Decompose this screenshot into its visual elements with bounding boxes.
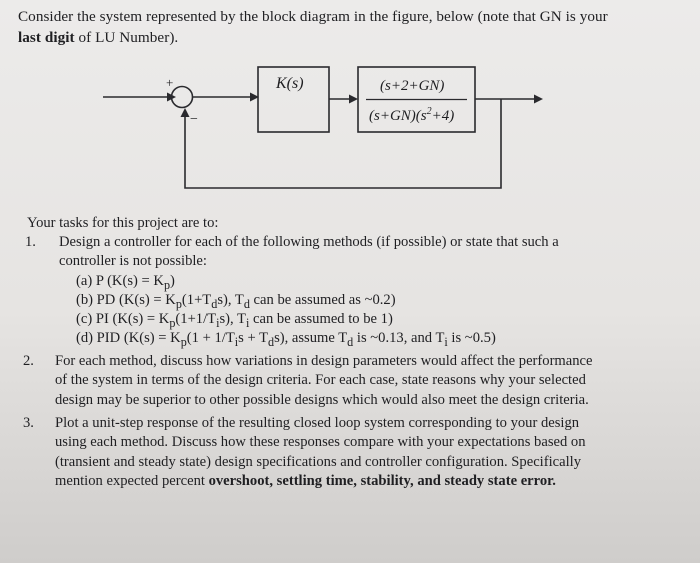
task-text xyxy=(55,414,586,492)
task-line: of the system in terms of the design criteria. For each case, state reasons why your selected xyxy=(55,372,586,389)
block-diagram xyxy=(0,56,700,206)
minus-sign: − xyxy=(190,112,198,127)
plus-sign: + xyxy=(166,75,174,90)
method-pi: (c) PI ($K(s) = K_p(1+1/T_is)$, $T_i$ can be assumed to be 1) xyxy=(76,311,393,330)
task-number: 1. xyxy=(25,234,36,250)
task-line: (transient and steady state) design specifications and controller configuration. Specifically xyxy=(55,453,582,470)
task-text xyxy=(55,352,593,410)
plant-input-arrowhead xyxy=(349,95,358,104)
controller-label: K(s) xyxy=(276,75,304,92)
method-pid: (d) PID ($K(s) = K_p(1 + 1/T_is + T_ds)$, assume $T_d$ is ~0.13, and $T_i$ is ~0.5) xyxy=(76,330,496,349)
task-number: 2. xyxy=(23,353,34,369)
intro-paragraph xyxy=(18,6,688,48)
intro-text-1: Consider the system represented by the block diagram in the figure, below (note that GN is your xyxy=(18,8,608,25)
task-line: Design a controller for each of the following methods (if possible) or state that such a xyxy=(59,234,559,250)
task-text xyxy=(59,233,559,272)
method-pd: (b) PD ($K(s) = K_p(1+T_ds)$, $T_d$ can be assumed as ~0.2) xyxy=(76,292,396,311)
task-line: For each method, discuss how variations in design parameters would affect the performance xyxy=(55,353,593,369)
feedback-arrowhead xyxy=(181,108,190,117)
task-number: 3. xyxy=(23,415,34,431)
plant-denominator: $(s+GN)(s^2+4)$ xyxy=(369,106,455,124)
intro-text-2: of LU Number). xyxy=(74,29,179,46)
intro-bold-text: last digit xyxy=(18,29,75,46)
method-p: (a) P $(K(s) = K_p)$ xyxy=(76,273,175,292)
plant-numerator: (s+2+GN) xyxy=(380,78,445,94)
output-arrowhead xyxy=(534,95,543,104)
task-line: using each method. Discuss how these responses compare with your expectations based on xyxy=(55,434,586,451)
task-line: controller is not possible: xyxy=(59,253,207,270)
tasks-heading: Your tasks for this project are to: xyxy=(27,215,219,231)
task-line: Plot a unit-step response of the resulting closed loop system corresponding to your design xyxy=(55,415,580,431)
task-bold-tail: overshoot, settling time, stability, and steady state error. xyxy=(208,473,556,490)
task-line: mention expected percent xyxy=(55,473,209,490)
task-line: design may be superior to other possible designs which would also meet the design criteria. xyxy=(55,391,589,408)
